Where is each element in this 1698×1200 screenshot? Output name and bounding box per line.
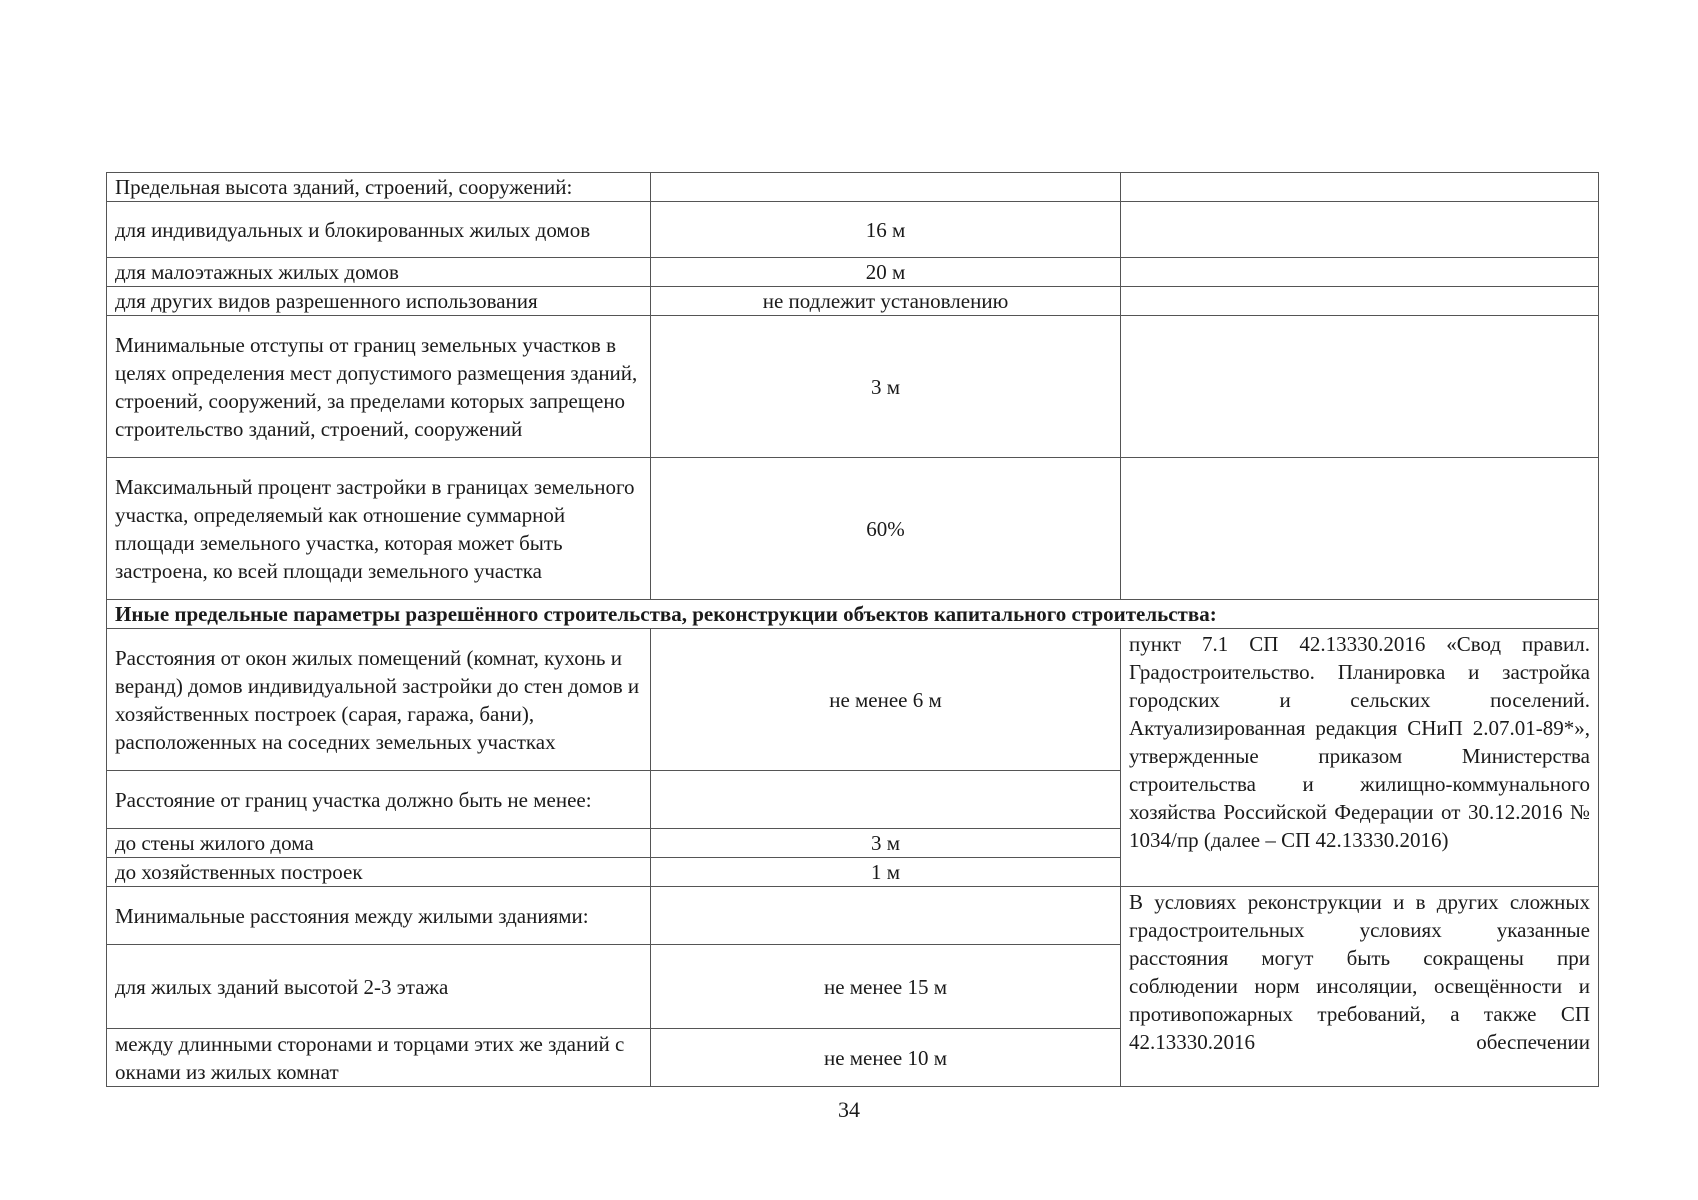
- value-cell: не подлежит установлению: [651, 287, 1121, 316]
- param-cell: до стены жилого дома: [107, 829, 651, 858]
- param-cell: Минимальные отступы от границ земельных участков в целях определения мест допустимого размещения зданий, строений, сооружений, за пределами которых запрещено строительство зданий, строений, сооружений: [107, 316, 651, 458]
- table-row: [107, 202, 1599, 258]
- value-cell: [651, 771, 1121, 829]
- table-row: [107, 629, 1599, 771]
- value-cell: 3 м: [651, 316, 1121, 458]
- param-cell: Предельная высота зданий, строений, сооружений:: [107, 173, 651, 202]
- value-cell: [651, 887, 1121, 945]
- param-cell: для жилых зданий высотой 2-3 этажа: [107, 945, 651, 1029]
- param-cell: Максимальный процент застройки в границах земельного участка, определяемый как отношение суммарной площади земельного участка, которая может быть застроена, ко всей площади земельного участка: [107, 458, 651, 600]
- param-cell: Расстояния от окон жилых помещений (комнат, кухонь и веранд) домов индивидуальной застройки до стен домов и хозяйственных построек (сарая, гаража, бани), расположенных на соседних земельных участках: [107, 629, 651, 771]
- note-cell: [1121, 202, 1599, 258]
- note-cell: [1121, 316, 1599, 458]
- table-row: [107, 173, 1599, 202]
- table-row: [107, 287, 1599, 316]
- note-cell: [1121, 258, 1599, 287]
- value-cell: 20 м: [651, 258, 1121, 287]
- param-cell: Минимальные расстояния между жилыми зданиями:: [107, 887, 651, 945]
- table-row: [107, 887, 1599, 945]
- note-cell: [1121, 458, 1599, 600]
- value-cell: не менее 10 м: [651, 1029, 1121, 1087]
- value-cell: не менее 15 м: [651, 945, 1121, 1029]
- param-cell: для других видов разрешенного использования: [107, 287, 651, 316]
- note-cell: [1121, 173, 1599, 202]
- section-header: Иные предельные параметры разрешённого строительства, реконструкции объектов капитального строительства:: [107, 600, 1599, 629]
- value-cell: не менее 6 м: [651, 629, 1121, 771]
- table-row: [107, 316, 1599, 458]
- value-cell: 1 м: [651, 858, 1121, 887]
- conditions-note: [1121, 887, 1599, 1087]
- table-row: [107, 458, 1599, 600]
- value-cell: 60%: [651, 458, 1121, 600]
- value-cell: 3 м: [651, 829, 1121, 858]
- param-cell: до хозяйственных построек: [107, 858, 651, 887]
- param-cell: для малоэтажных жилых домов: [107, 258, 651, 287]
- norm-reference-note: пункт 7.1 СП 42.13330.2016 «Свод правил. Градостроительство. Планировка и застройка городских и сельских поселений. Актуализированная редакция СНиП 2.07.01-89*», утвержденные приказом Министерства строительства и жилищно-коммунального хозяйства Российской Федерации от 30.12.2016 № 1034/пр (далее – СП 42.13330.2016): [1121, 629, 1599, 887]
- param-cell: Расстояние от границ участка должно быть не менее:: [107, 771, 651, 829]
- table-row: [107, 258, 1599, 287]
- note-cell: [1121, 287, 1599, 316]
- value-cell: [651, 173, 1121, 202]
- section-header-row: [107, 600, 1599, 629]
- param-cell: для индивидуальных и блокированных жилых домов: [107, 202, 651, 258]
- value-cell: 16 м: [651, 202, 1121, 258]
- parameters-table: [106, 172, 1599, 1087]
- page-number: 34: [838, 1097, 860, 1122]
- conditions-note-text: В условиях реконструкции и в других сложных градостроительных условиях указанные расстояния могут быть сокращены при соблюдении норм инсоляции, освещённости и противопожарных требований, а также СП 42.13330.2016 обеспечении: [1129, 890, 1590, 1054]
- param-cell: между длинными сторонами и торцами этих же зданий с окнами из жилых комнат: [107, 1029, 651, 1087]
